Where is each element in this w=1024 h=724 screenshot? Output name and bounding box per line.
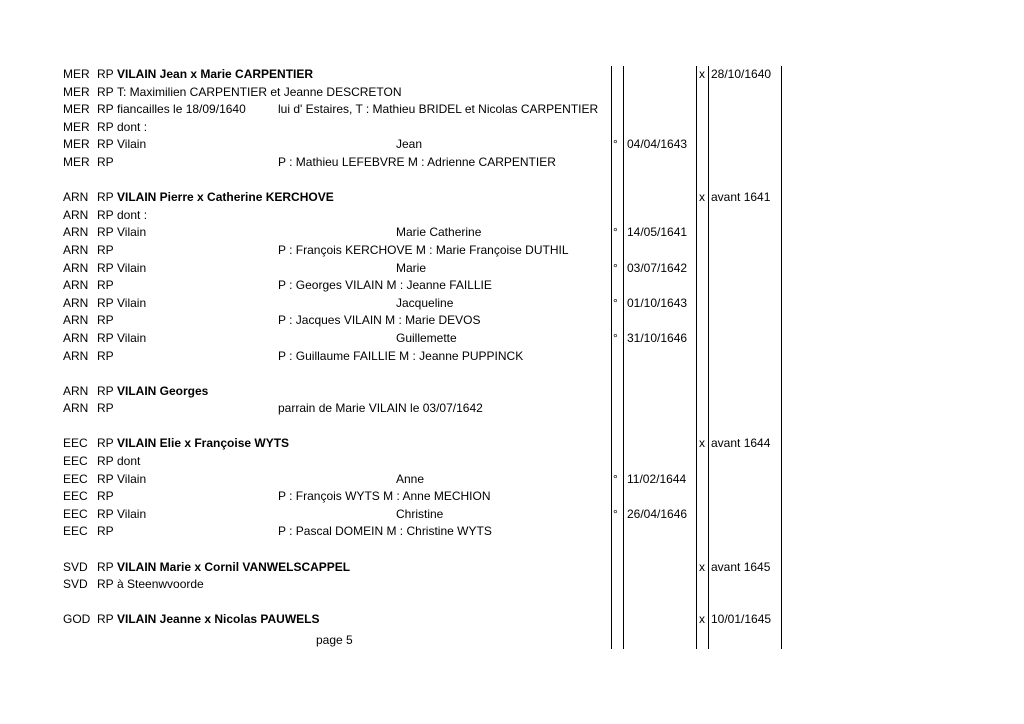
record-place: MER [63,119,90,134]
record-text: dont : [117,119,148,134]
record-text: T: Maximilien CARPENTIER et Jeanne DESCRETON [117,84,402,99]
record-source: RP [97,225,114,240]
record-source: RP [97,313,114,328]
birth-date: 31/10/1646 [627,330,688,345]
record-place: EEC [63,489,88,504]
record-details: P : François WYTS M : Anne MECHION [278,489,491,504]
record-details: P : Jacques VILAIN M : Marie DEVOS [278,313,481,328]
birth-symbol: ° [613,137,618,152]
record-text: VILAIN Elie x Françoise WYTS [117,436,290,451]
record-place: EEC [63,524,88,539]
record-details: P : Mathieu LEFEBVRE M : Adrienne CARPENTIER [278,154,556,169]
record-source: RP [97,454,114,469]
record-text: à Steenwvoorde [117,577,204,592]
record-text: Vilain [117,137,147,152]
record-place: SVD [63,577,88,592]
record-row [0,207,1024,225]
record-text: dont [117,454,141,469]
record-text: Vilain [117,295,147,310]
record-place: ARN [63,278,89,293]
record-text: VILAIN Jeanne x Nicolas PAUWELS [117,612,320,627]
marriage-date: avant 1641 [711,190,771,205]
record-place: SVD [63,559,88,574]
record-details: P : Guillaume FAILLIE M : Jeanne PUPPINCK [278,348,524,363]
birth-symbol: ° [613,471,618,486]
record-text: dont : [117,207,148,222]
record-row [0,330,1024,348]
record-row [0,242,1024,260]
record-row [0,471,1024,489]
record-place: ARN [63,207,89,222]
record-source: RP [97,102,114,117]
record-text: VILAIN Jean x Marie CARPENTIER [117,67,314,81]
record-source: RP [97,278,114,293]
record-source: RP [97,260,114,275]
marriage-date: 10/01/1645 [711,612,772,627]
record-place: ARN [63,260,89,275]
record-place: MER [63,67,90,81]
record-details: P : Pascal DOMEIN M : Christine WYTS [278,524,492,539]
record-row [0,189,1024,207]
marriage-symbol: x [699,67,705,81]
record-given-name: Anne [396,471,425,486]
record-source: RP [97,137,114,152]
birth-symbol: ° [613,295,618,310]
marriage-date: avant 1644 [711,436,771,451]
birth-date: 26/04/1646 [627,506,688,521]
record-given-name: Marie Catherine [396,225,482,240]
page-number: page 5 [316,633,353,647]
record-source: RP [97,295,114,310]
record-source: RP [97,559,114,574]
record-source: RP [97,612,114,627]
record-source: RP [97,190,114,205]
record-row [0,506,1024,524]
record-source: RP [97,401,114,416]
record-row [0,136,1024,154]
marriage-symbol: x [699,436,705,451]
record-row [0,312,1024,330]
record-place: EEC [63,471,88,486]
record-details: parrain de Marie VILAIN le 03/07/1642 [278,401,483,416]
marriage-symbol: x [699,612,705,627]
marriage-symbol: x [699,559,705,574]
record-given-name: Marie [396,260,427,275]
record-place: ARN [63,330,89,345]
record-place: EEC [63,506,88,521]
record-text: Vilain [117,225,147,240]
record-row [0,260,1024,278]
record-source: RP [97,436,114,451]
record-place: ARN [63,401,89,416]
record-row [0,559,1024,577]
record-row [0,488,1024,506]
record-details: P : Georges VILAIN M : Jeanne FAILLIE [278,278,492,293]
blank-row [0,365,1024,383]
record-given-name: Jacqueline [396,295,454,310]
record-place: MER [63,84,90,99]
record-row [0,277,1024,295]
birth-symbol: ° [613,330,618,345]
record-place: MER [63,137,90,152]
record-source: RP [97,330,114,345]
record-given-name: Jean [396,137,423,152]
record-source: RP [97,207,114,222]
record-source: RP [97,506,114,521]
record-row [0,435,1024,453]
record-row [0,119,1024,137]
record-row [0,348,1024,366]
record-place: ARN [63,383,89,398]
birth-symbol: ° [613,260,618,275]
record-given-name: Guillemette [396,330,457,345]
record-text: VILAIN Pierre x Catherine KERCHOVE [117,190,334,205]
record-row [0,101,1024,119]
record-place: ARN [63,295,89,310]
record-given-name: Christine [396,506,444,521]
record-text: fiancailles le 18/09/1640 [117,102,246,117]
record-source: RP [97,84,114,99]
marriage-date: avant 1645 [711,559,771,574]
record-source: RP [97,154,114,169]
record-row [0,400,1024,418]
birth-date: 01/10/1643 [627,295,688,310]
blank-row [0,418,1024,436]
record-source: RP [97,119,114,134]
record-text: VILAIN Georges [117,383,209,398]
birth-date: 11/02/1644 [627,471,687,486]
birth-date: 03/07/1642 [627,260,688,275]
record-source: RP [97,471,114,486]
record-source: RP [97,577,114,592]
record-row [0,84,1024,102]
record-row [0,383,1024,401]
record-place: MER [63,154,90,169]
record-place: GOD [63,612,91,627]
birth-date: 04/04/1643 [627,137,688,152]
record-source: RP [97,242,114,257]
record-place: ARN [63,225,89,240]
record-place: MER [63,102,90,117]
record-row [0,611,1024,629]
record-row [0,224,1024,242]
record-text: Vilain [117,506,147,521]
blank-row [0,172,1024,190]
record-source: RP [97,489,114,504]
record-place: ARN [63,348,89,363]
marriage-symbol: x [699,190,705,205]
blank-row [0,541,1024,559]
record-source: RP [97,67,114,81]
birth-symbol: ° [613,506,618,521]
record-row [0,576,1024,594]
record-row [0,453,1024,471]
record-text: Vilain [117,471,147,486]
record-details: P : François KERCHOVE M : Marie Françoise DUTHIL [278,242,569,257]
birth-symbol: ° [613,225,618,240]
record-text: Vilain [117,260,147,275]
record-row [0,66,1024,84]
record-row [0,154,1024,172]
record-details: lui d' Estaires, T : Mathieu BRIDEL et Nicolas CARPENTIER [278,102,599,117]
record-text: VILAIN Marie x Cornil VANWELSCAPPEL [117,559,351,574]
record-text: Vilain [117,330,147,345]
record-place: EEC [63,454,88,469]
record-row [0,523,1024,541]
record-place: ARN [63,313,89,328]
blank-row [0,594,1024,612]
record-place: ARN [63,242,89,257]
record-place: EEC [63,436,88,451]
record-source: RP [97,524,114,539]
birth-date: 14/05/1641 [627,225,688,240]
record-row [0,295,1024,313]
marriage-date: 28/10/1640 [711,67,772,81]
record-source: RP [97,348,114,363]
record-place: ARN [63,190,89,205]
records-table [0,66,1024,629]
record-source: RP [97,383,114,398]
